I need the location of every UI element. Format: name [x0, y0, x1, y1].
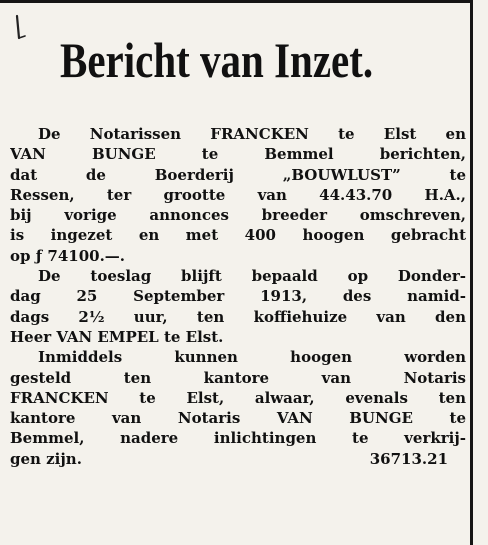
body-line: dag 25 September 1913, des namid-	[10, 287, 466, 306]
body-line: gesteld ten kantore van Notaris	[10, 368, 466, 387]
body-line: dat de Boerderij „BOUWLUST” te	[10, 165, 466, 184]
body-line: is ingezet en met 400 hoogen gebracht	[10, 226, 466, 245]
headline: Bericht van Inzet.	[60, 32, 374, 88]
body-line: Bemmel, nadere inlichtingen te verkrij-	[10, 429, 466, 448]
body-line: De toeslag blijft bepaald op Donder-	[38, 267, 466, 286]
body-line: Heer VAN EMPEL te Elst.	[10, 327, 224, 346]
top-border-rule	[0, 0, 472, 3]
body-line: kantore van Notaris VAN BUNGE te	[10, 409, 466, 428]
announcement-body	[10, 124, 466, 469]
right-border-rule	[470, 0, 473, 545]
body-line: Ressen, ter grootte van 44.43.70 H.A.,	[10, 185, 466, 204]
body-line: bij vorige annonces breeder omschreven,	[10, 206, 466, 225]
closing-text: gen zijn.	[10, 449, 82, 468]
body-line: De Notarissen FRANCKEN te Elst en	[38, 125, 466, 143]
body-line: Inmiddels kunnen hoogen worden	[38, 348, 466, 367]
body-line: VAN BUNGE te Bemmel berichten,	[10, 145, 466, 164]
closing-line	[10, 449, 466, 469]
reference-number: 36713.21	[369, 449, 448, 468]
corner-tick-mark	[14, 14, 28, 40]
body-line: dags 2½ uur, ten koffiehuize van den	[10, 307, 466, 326]
body-line: op ƒ 74100.—.	[10, 246, 126, 265]
body-line: FRANCKEN te Elst, alwaar, evenals ten	[10, 388, 466, 407]
